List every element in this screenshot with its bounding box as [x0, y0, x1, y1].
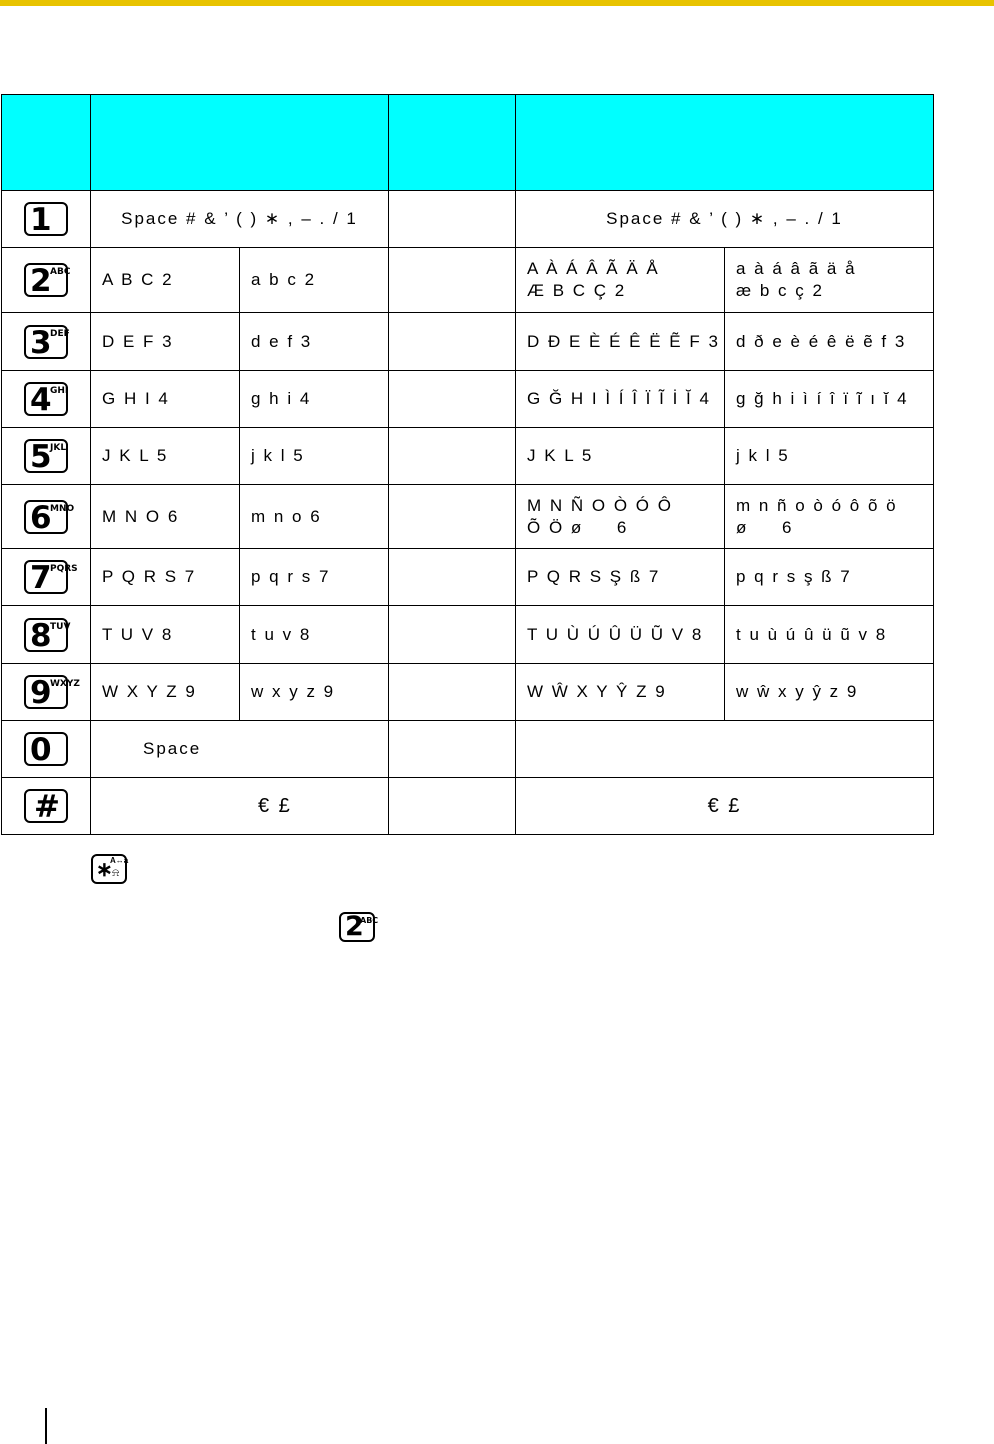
ext-upper: T U Ù Ú Û Ü Ũ V 8 [516, 606, 725, 664]
table-row [2, 191, 934, 248]
ext-lower: m n ñ o ò ó ô õ ö ø 6 [725, 485, 934, 549]
ext-upper: M N Ñ O Ò Ó Ô Õ Ö ø 6 [516, 485, 725, 549]
key-hash-icon: # [24, 789, 68, 823]
key-2-icon: 2 ABC [24, 263, 68, 297]
key-0-icon: 0 [24, 732, 68, 766]
table-row [2, 485, 934, 549]
ext-lower: g ğ h i ì í î ï ĩ ı ĭ 4 [725, 371, 934, 428]
std-lower: g h i 4 [240, 371, 389, 428]
table-row [2, 606, 934, 664]
std-upper: M N O 6 [91, 485, 240, 549]
std-upper: W X Y Z 9 [91, 664, 240, 721]
std-upper: A B C 2 [91, 248, 240, 313]
key-7-icon: 7 PQRS [24, 560, 68, 594]
ext-lower: j k l 5 [725, 428, 934, 485]
bell-off-icon: ⍾ [112, 867, 120, 879]
ext-lower: a à á â ã ä å æ b c ç 2 [725, 248, 934, 313]
std-chars: € £ [91, 778, 389, 835]
ext-chars: € £ [516, 778, 934, 835]
ext-upper: G Ğ H I Ì Í Î Ï Ĩ İ Ĭ 4 [516, 371, 725, 428]
table-row [2, 371, 934, 428]
table-row [2, 313, 934, 371]
std-lower: a b c 2 [240, 248, 389, 313]
std-chars: Space # & ’ ( ) ∗ , – . / 1 [91, 191, 389, 248]
star-case-key-icon: ∗ A↔a ⍾ [91, 854, 127, 884]
std-upper: J K L 5 [91, 428, 240, 485]
ext-upper: P Q R S Ş ß 7 [516, 549, 725, 606]
ext-upper: J K L 5 [516, 428, 725, 485]
table-row [2, 664, 934, 721]
ext-lower: p q r s ş ß 7 [725, 549, 934, 606]
ext-lower: d ð e è é ê ë ẽ f 3 [725, 313, 934, 371]
ext-chars [516, 721, 934, 778]
ext-upper: D Đ E È É Ê Ë Ẽ F 3 [516, 313, 725, 371]
std-upper: P Q R S 7 [91, 549, 240, 606]
table-row [2, 428, 934, 485]
ext-lower: t u ù ú û ü ũ v 8 [725, 606, 934, 664]
key-9-icon: 9 WXYZ [24, 675, 68, 709]
character-table [1, 94, 934, 835]
std-lower: p q r s 7 [240, 549, 389, 606]
ext-upper: W Ŵ X Y Ŷ Z 9 [516, 664, 725, 721]
std-upper: G H I 4 [91, 371, 240, 428]
std-lower: d e f 3 [240, 313, 389, 371]
header-rule [0, 0, 994, 6]
std-lower: t u v 8 [240, 606, 389, 664]
key-6-icon: 6 MNO [24, 500, 68, 534]
table-row [2, 248, 934, 313]
key-4-icon: 4 GHI [24, 382, 68, 416]
header-cell-standard [91, 95, 389, 191]
key-3-icon: 3 DEF [24, 325, 68, 359]
std-upper: T U V 8 [91, 606, 240, 664]
key-2-note-icon: 2 ABC [339, 912, 375, 942]
table-row [2, 778, 934, 835]
std-lower: j k l 5 [240, 428, 389, 485]
ext-upper: A À Á Â Ã Ä Å Æ B C Ç 2 [516, 248, 725, 313]
std-upper: D E F 3 [91, 313, 240, 371]
key-5-icon: 5 JKL [24, 439, 68, 473]
table-row [2, 549, 934, 606]
page-margin-rule [45, 1408, 47, 1444]
ext-chars: Space # & ’ ( ) ∗ , – . / 1 [516, 191, 934, 248]
key-8-icon: 8 TUV [24, 618, 68, 652]
header-cell-spacer [389, 95, 516, 191]
table-row [2, 721, 934, 778]
ext-lower: w ŵ x y ŷ z 9 [725, 664, 934, 721]
std-lower: w x y z 9 [240, 664, 389, 721]
header-cell-extended [516, 95, 934, 191]
std-lower: m n o 6 [240, 485, 389, 549]
std-chars: Space [91, 721, 389, 778]
key-1-icon: 1 [24, 202, 68, 236]
header-cell-key [2, 95, 91, 191]
table-header-row [2, 95, 934, 191]
